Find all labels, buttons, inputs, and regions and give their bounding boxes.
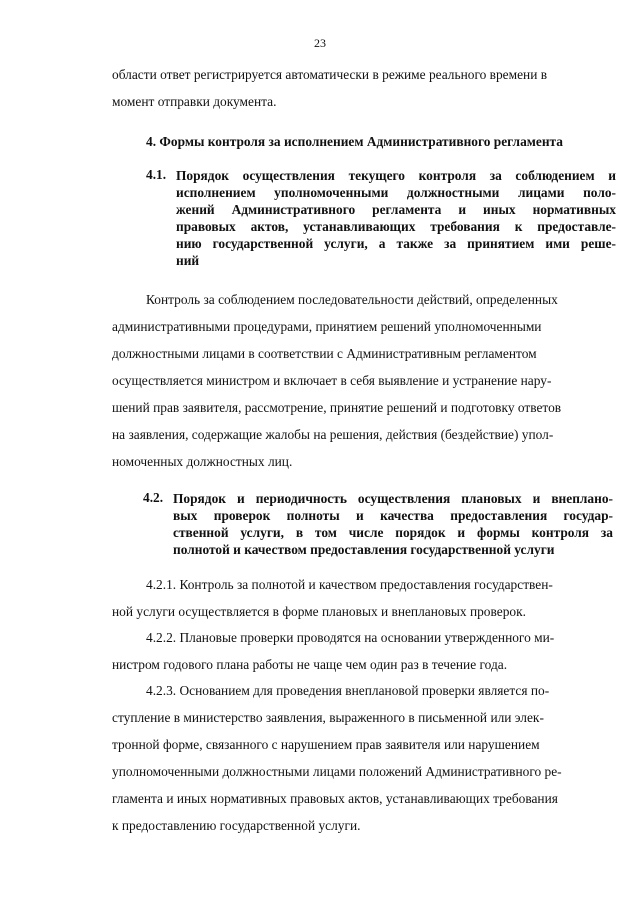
heading-line: Порядок осуществления текущего контроля за соблюдением и (176, 168, 616, 183)
page-number: 23 (314, 36, 326, 50)
intro-paragraph (112, 61, 548, 115)
paragraph (112, 677, 562, 839)
heading-line: правовых актов, устанавливающих требования к предоставле- (176, 219, 616, 234)
text-line: на заявления, содержащие жалобы на решения, действия (бездействие) упол- (112, 427, 554, 442)
heading-line: нию государственной услуги, а также за принятием ими реше- (176, 236, 616, 251)
heading-line: ственной услуги, в том числе порядок и формы контроля за (173, 525, 613, 540)
section-heading: 4. Формы контроля за исполнением Административного регламента (146, 134, 563, 149)
text-line: нистром годового плана работы не чаще чем один раз в течение года. (112, 657, 508, 672)
text-line: 4.2.1. Контроль за полнотой и качеством предоставления государствен- (146, 577, 553, 592)
heading-line: вых проверок полноты и качества предоставления государ- (173, 508, 613, 523)
text-line: области ответ регистрируется автоматически в режиме реального времени в (112, 67, 548, 82)
heading-line: жений Административного регламента и иных нормативных (176, 202, 616, 217)
subsection-number: 4.2. (143, 490, 164, 505)
paragraph (112, 571, 553, 625)
text-line: гламента и иных нормативных правовых актов, устанавливающих требования (112, 791, 558, 806)
text-line: ной услуги осуществляется в форме плановых и внеплановых проверок. (112, 604, 526, 619)
text-line: административными процедурами, принятием решений уполномоченными (112, 319, 542, 334)
text-line: шений прав заявителя, рассмотрение, принятие решений и подготовку ответов (112, 400, 562, 415)
heading-line: полнотой и качеством предоставления государственной услуги (173, 542, 555, 557)
paragraph (112, 286, 562, 475)
heading-line: исполнением уполномоченными должностными лицами поло- (176, 185, 616, 200)
heading-line: ний (176, 253, 200, 268)
text-line: уполномоченными должностными лицами положений Административного ре- (112, 764, 562, 779)
text-line: ступление в министерство заявления, выраженного в письменной или элек- (112, 710, 544, 725)
text-line: осуществляется министром и включает в себя выявление и устранение нару- (112, 373, 552, 388)
heading-line: Порядок и периодичность осуществления плановых и внеплано- (173, 491, 613, 506)
paragraph (112, 624, 555, 678)
text-line: 4.2.3. Основанием для проведения внеплановой проверки является по- (146, 683, 550, 698)
text-line: Контроль за соблюдением последовательности действий, определенных (146, 292, 558, 307)
text-line: к предоставлению государственной услуги. (112, 818, 361, 833)
text-line: тронной форме, связанного с нарушением прав заявителя или нарушением (112, 737, 540, 752)
subsection-number: 4.1. (146, 167, 167, 182)
text-line: должностными лицами в соответствии с Административным регламентом (112, 346, 537, 361)
text-line: момент отправки документа. (112, 94, 277, 109)
text-line: 4.2.2. Плановые проверки проводятся на основании утвержденного ми- (146, 630, 555, 645)
text-line: номоченных должностных лиц. (112, 454, 293, 469)
